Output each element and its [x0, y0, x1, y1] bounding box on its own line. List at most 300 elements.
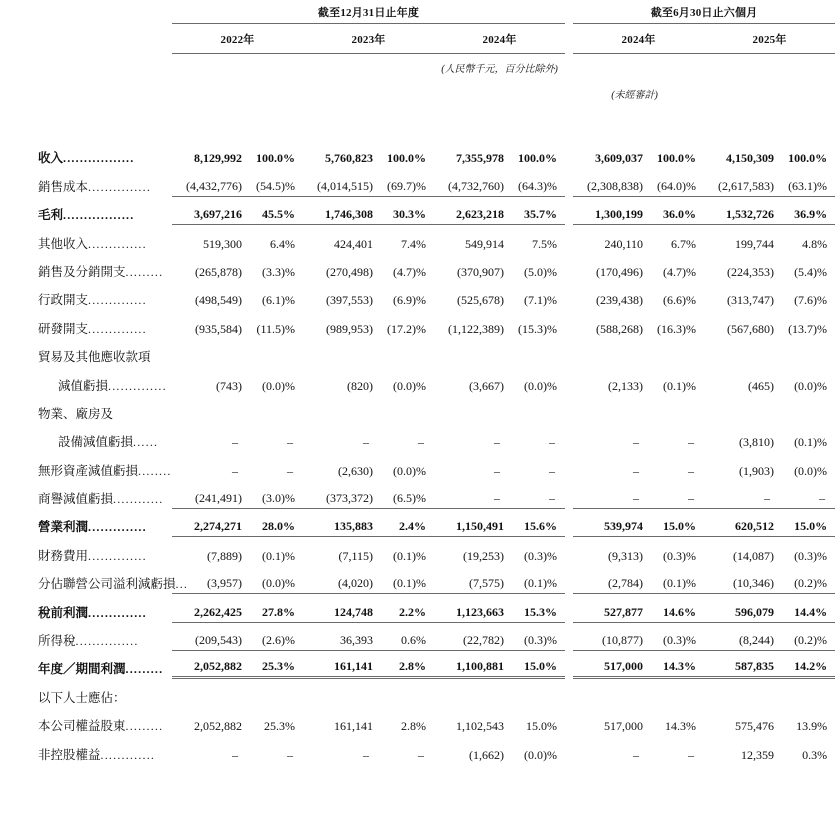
amount-cell [172, 509, 248, 537]
column-header-2022: 2022年 [220, 34, 255, 46]
amount-cell [573, 225, 649, 253]
cell-value: (209,543) [172, 633, 248, 651]
amount-cell [573, 168, 649, 196]
row-label-cell [0, 736, 172, 764]
group-heading-annual: 截至12月31日止年度 [317, 7, 420, 19]
row-label-cell [0, 140, 172, 168]
percent-cell [780, 282, 835, 310]
cell-value: (15.3)% [518, 321, 558, 336]
percent-cell [379, 168, 434, 196]
table-body [0, 140, 835, 765]
row-label: 營業利潤.............. [38, 520, 147, 535]
percent-cell [649, 396, 704, 424]
amount-cell [704, 339, 780, 367]
amount-cell [704, 452, 780, 480]
percent-cell [780, 424, 835, 452]
column-gutter [565, 623, 573, 651]
cell-value: 45.5% [248, 207, 303, 225]
amount-cell [573, 736, 649, 764]
percent-cell [649, 424, 704, 452]
row-label: 分佔聯營公司溢利減虧損... [38, 577, 189, 592]
cell-value: 12,359 [741, 747, 775, 762]
percent-cell [510, 736, 565, 764]
cell-value: 4,150,309 [726, 151, 775, 166]
percent-cell [248, 481, 303, 509]
cell-value: – [232, 463, 238, 478]
amount-cell [434, 140, 510, 168]
cell-value: (7,575) [434, 576, 510, 594]
table-row [0, 339, 835, 367]
cell-value: 7,355,978 [456, 151, 504, 166]
cell-value: 1,300,199 [573, 207, 649, 225]
amount-cell [434, 254, 510, 282]
row-label-cell [0, 623, 172, 651]
percent-cell [649, 679, 704, 707]
leader-dots: ...... [133, 435, 159, 450]
column-gutter [565, 537, 573, 565]
cell-value: (0.0)% [794, 463, 828, 478]
percent-cell [649, 452, 704, 480]
column-header-2024-interim: 2024年 [621, 34, 656, 46]
cell-value: (935,584) [195, 321, 242, 336]
cell-value: (16.3)% [657, 321, 697, 336]
table-row [0, 594, 835, 622]
leader-dots: .............. [88, 321, 147, 336]
percent-cell [379, 282, 434, 310]
percent-cell [649, 140, 704, 168]
row-label: 非控股權益............. [38, 747, 156, 762]
column-gutter [565, 396, 573, 424]
leader-dots: ................. [63, 208, 135, 223]
percent-cell [379, 481, 434, 509]
amount-cell [434, 509, 510, 537]
cell-value: (13.7)% [788, 321, 828, 336]
cell-value: 240,110 [604, 236, 644, 251]
cell-value: 15.0% [649, 519, 704, 537]
cell-value: (989,953) [326, 321, 373, 336]
table-row [0, 509, 835, 537]
amount-cell [434, 282, 510, 310]
cell-value: 2.8% [379, 659, 434, 679]
header-spacer [0, 0, 172, 23]
percent-cell [780, 708, 835, 736]
row-label: 銷售成本............... [38, 179, 152, 194]
cell-value: 199,744 [735, 236, 775, 251]
cell-value: (0.1)% [393, 548, 426, 563]
amount-cell [172, 679, 248, 707]
percent-cell [780, 254, 835, 282]
percent-cell [510, 254, 565, 282]
percent-cell [248, 679, 303, 707]
row-label: 減值虧損.............. [58, 378, 167, 393]
cell-value: (0.3)% [649, 633, 704, 651]
audit-note-cell [565, 80, 704, 106]
cell-value: 161,141 [303, 659, 379, 679]
table-row [0, 679, 835, 707]
cell-value: (0.2)% [780, 576, 835, 594]
cell-value: 6.4% [270, 236, 295, 251]
amount-cell [434, 367, 510, 395]
row-label: 商譽減值虧損............ [38, 492, 164, 507]
row-label: 其他收入.............. [38, 236, 147, 251]
cell-value: (1,903) [739, 463, 775, 478]
row-label-cell [0, 537, 172, 565]
percent-cell [379, 509, 434, 537]
currency-note-cell [434, 54, 565, 80]
cell-value: – [633, 747, 640, 762]
cell-value: 100.0% [788, 151, 828, 166]
row-label-cell [0, 168, 172, 196]
leader-dots: .............. [108, 378, 167, 393]
amount-cell [573, 594, 649, 622]
amount-cell [573, 140, 649, 168]
cell-value: 2,262,425 [172, 605, 248, 623]
amount-cell [172, 452, 248, 480]
amount-cell [573, 566, 649, 594]
table-row [0, 254, 835, 282]
cell-value: 2.8% [401, 719, 426, 734]
cell-value: (0.3)% [794, 548, 828, 563]
cell-value: – [780, 491, 835, 509]
cell-value: 100.0% [518, 151, 558, 166]
cell-value: (0.0)% [524, 747, 558, 762]
table-row [0, 197, 835, 225]
percent-cell [649, 339, 704, 367]
cell-value: (3.0)% [248, 491, 303, 509]
percent-cell [379, 679, 434, 707]
leader-dots: ......... [125, 662, 164, 677]
cell-value: (743) [216, 378, 242, 393]
percent-cell [649, 168, 704, 196]
percent-cell [780, 537, 835, 565]
percent-cell [649, 367, 704, 395]
amount-cell [303, 594, 379, 622]
cell-value: (3,957) [172, 576, 248, 594]
header-gap [565, 0, 573, 23]
percent-cell [649, 594, 704, 622]
cell-value: 35.7% [510, 207, 565, 225]
cell-value: 36,393 [303, 633, 379, 651]
percent-cell [510, 481, 565, 509]
percent-cell [379, 367, 434, 395]
row-label-cell [0, 396, 172, 424]
row-label: 銷售及分銷開支......... [38, 264, 164, 279]
amount-cell [704, 168, 780, 196]
amount-cell [434, 736, 510, 764]
cell-value: 14.2% [780, 659, 835, 679]
cell-value: 7.5% [532, 236, 558, 251]
percent-cell [780, 339, 835, 367]
cell-value: – [287, 747, 293, 762]
percent-cell [510, 594, 565, 622]
column-gutter [565, 736, 573, 764]
row-label: 研發開支.............. [38, 321, 147, 336]
column-gutter [565, 452, 573, 480]
percent-cell [780, 509, 835, 537]
percent-cell [780, 594, 835, 622]
cell-value: (0.3)% [510, 633, 565, 651]
percent-cell [510, 509, 565, 537]
percent-cell [510, 140, 565, 168]
amount-cell [434, 310, 510, 338]
percent-cell [510, 424, 565, 452]
amount-cell [172, 424, 248, 452]
percent-cell [649, 537, 704, 565]
row-label: 物業、廠房及 [38, 406, 114, 421]
percent-cell [780, 367, 835, 395]
percent-cell [379, 594, 434, 622]
cell-value: 2,623,218 [434, 207, 510, 225]
percent-cell [510, 339, 565, 367]
cell-value: (0.3)% [524, 548, 558, 563]
percent-cell [510, 168, 565, 196]
spacer-cell [0, 106, 835, 140]
cell-value: – [418, 435, 424, 450]
percent-cell [248, 225, 303, 253]
cell-value: – [232, 747, 238, 762]
column-gutter [565, 254, 573, 282]
percent-cell [510, 679, 565, 707]
cell-value: 100.0% [387, 151, 426, 166]
amount-cell [303, 481, 379, 509]
cell-value: 5,760,823 [325, 151, 373, 166]
amount-cell [704, 481, 780, 509]
percent-cell [649, 197, 704, 225]
cell-value: – [688, 463, 695, 478]
percent-cell [379, 708, 434, 736]
table-row [0, 651, 835, 679]
percent-cell [510, 396, 565, 424]
cell-value: (5.4)% [794, 264, 828, 279]
cell-value: (0.3)% [663, 548, 697, 563]
cell-value: 2,052,882 [194, 719, 242, 734]
amount-cell [303, 708, 379, 736]
column-gutter [565, 651, 573, 679]
cell-value: (64.3)% [510, 179, 565, 197]
percent-cell [510, 197, 565, 225]
table-row [0, 225, 835, 253]
amount-cell [172, 396, 248, 424]
audit-note-row [0, 80, 835, 106]
column-gutter [565, 197, 573, 225]
row-label-cell [0, 310, 172, 338]
cell-value: 1,150,491 [434, 519, 510, 537]
amount-cell [172, 537, 248, 565]
amount-cell [303, 452, 379, 480]
cell-value: 15.6% [510, 519, 565, 537]
percent-cell [780, 197, 835, 225]
percent-cell [379, 396, 434, 424]
percent-cell [780, 225, 835, 253]
cell-value: 27.8% [248, 605, 303, 623]
percent-cell [248, 537, 303, 565]
percent-cell [379, 424, 434, 452]
cell-value: – [549, 435, 556, 450]
column-gutter [565, 509, 573, 537]
cell-value: 1,100,881 [434, 659, 510, 679]
percent-cell [379, 254, 434, 282]
currency-note-trailer [565, 54, 835, 80]
column-gutter [565, 310, 573, 338]
cell-value: (370,907) [457, 264, 504, 279]
percent-cell [379, 339, 434, 367]
percent-cell [248, 197, 303, 225]
amount-cell [172, 168, 248, 196]
cell-value: (0.1)% [663, 378, 697, 393]
percent-cell [248, 424, 303, 452]
percent-cell [248, 367, 303, 395]
cell-value: (4,732,760) [434, 179, 510, 197]
currency-note-row [0, 54, 835, 80]
cell-value: (9,313) [608, 548, 644, 563]
percent-cell [780, 310, 835, 338]
amount-cell [434, 225, 510, 253]
column-gutter [565, 140, 573, 168]
cell-value: (8,244) [704, 633, 780, 651]
cell-value: (19,253) [463, 548, 504, 563]
cell-value: (270,498) [326, 264, 373, 279]
cell-value: (4,020) [303, 576, 379, 594]
cell-value: (10,346) [704, 576, 780, 594]
percent-cell [379, 225, 434, 253]
percent-cell [248, 282, 303, 310]
amount-cell [704, 594, 780, 622]
cell-value: – [573, 491, 649, 509]
amount-cell [573, 310, 649, 338]
header-body-spacer [0, 106, 835, 140]
column-gutter [565, 594, 573, 622]
leader-dots: ............ [113, 492, 164, 507]
percent-cell [510, 310, 565, 338]
column-gutter [565, 708, 573, 736]
amount-cell [172, 197, 248, 225]
cell-value: – [287, 463, 293, 478]
amount-cell [303, 197, 379, 225]
cell-value: (10,877) [573, 633, 649, 651]
year-spacer [0, 24, 172, 53]
cell-value: (3,667) [469, 378, 504, 393]
amount-cell [704, 282, 780, 310]
cell-value: (0.0)% [794, 378, 828, 393]
amount-cell [303, 367, 379, 395]
row-label: 毛利................. [38, 208, 135, 223]
percent-cell [780, 140, 835, 168]
cell-value: 620,512 [704, 519, 780, 537]
amount-cell [434, 537, 510, 565]
percent-cell [248, 566, 303, 594]
cell-value: (820) [347, 378, 373, 393]
cell-value: 6.7% [671, 236, 697, 251]
cell-value: (465) [748, 378, 775, 393]
percent-cell [780, 452, 835, 480]
cell-value: (2,784) [573, 576, 649, 594]
amount-cell [303, 736, 379, 764]
amount-cell [704, 566, 780, 594]
cell-value: 135,883 [303, 519, 379, 537]
leader-dots: ........ [138, 463, 172, 478]
row-label-cell [0, 651, 172, 679]
cell-value: – [434, 491, 510, 509]
cell-value: (241,491) [172, 491, 248, 509]
amount-cell [303, 509, 379, 537]
table-row [0, 424, 835, 452]
percent-cell [649, 481, 704, 509]
amount-cell [573, 282, 649, 310]
cell-value: (54.5)% [248, 179, 303, 197]
row-label-cell [0, 225, 172, 253]
percent-cell [248, 452, 303, 480]
currency-note-spacer [0, 54, 434, 80]
cell-value: (4.7)% [663, 264, 697, 279]
amount-cell [172, 594, 248, 622]
percent-cell [780, 736, 835, 764]
amount-cell [704, 651, 780, 679]
percent-cell [649, 225, 704, 253]
amount-cell [172, 623, 248, 651]
table-row [0, 708, 835, 736]
column-header-2023: 2023年 [351, 34, 386, 46]
percent-cell [510, 367, 565, 395]
cell-value: 4.8% [802, 236, 828, 251]
column-header-2025-interim: 2025年 [752, 34, 787, 46]
cell-value: (22,782) [434, 633, 510, 651]
amount-cell [573, 708, 649, 736]
cell-value: 13.9% [796, 719, 828, 734]
percent-cell [649, 651, 704, 679]
column-gutter [565, 367, 573, 395]
cell-value: – [494, 463, 500, 478]
percent-cell [379, 736, 434, 764]
amount-cell [303, 396, 379, 424]
cell-value: 25.3% [248, 659, 303, 679]
percent-cell [780, 651, 835, 679]
audit-note: (未經審計) [611, 89, 658, 101]
amount-cell [573, 537, 649, 565]
percent-cell [379, 623, 434, 651]
amount-cell [434, 679, 510, 707]
row-label: 本公司權益股東......... [38, 719, 164, 734]
cell-value: (2.6)% [248, 633, 303, 651]
amount-cell [434, 424, 510, 452]
amount-cell [573, 339, 649, 367]
cell-value: – [633, 463, 640, 478]
table-row [0, 396, 835, 424]
amount-cell [573, 396, 649, 424]
percent-cell [379, 452, 434, 480]
amount-cell [172, 708, 248, 736]
amount-cell [172, 310, 248, 338]
amount-cell [303, 254, 379, 282]
percent-cell [649, 254, 704, 282]
leader-dots: ................. [63, 151, 135, 166]
percent-cell [379, 140, 434, 168]
cell-value: 0.3% [802, 747, 828, 762]
cell-value: 517,000 [573, 659, 649, 679]
leader-dots: ......... [125, 264, 164, 279]
amount-cell [303, 651, 379, 679]
column-gutter [565, 424, 573, 452]
row-label-cell [0, 452, 172, 480]
cell-value: 3,697,216 [172, 207, 248, 225]
amount-cell [573, 424, 649, 452]
row-label: 稅前利潤.............. [38, 605, 147, 620]
percent-cell [248, 594, 303, 622]
cell-value: (4,432,776) [172, 179, 248, 197]
cell-value: (3.3)% [262, 264, 295, 279]
cell-value: – [688, 435, 695, 450]
column-gutter [565, 225, 573, 253]
cell-value: (63.1)% [780, 179, 835, 197]
